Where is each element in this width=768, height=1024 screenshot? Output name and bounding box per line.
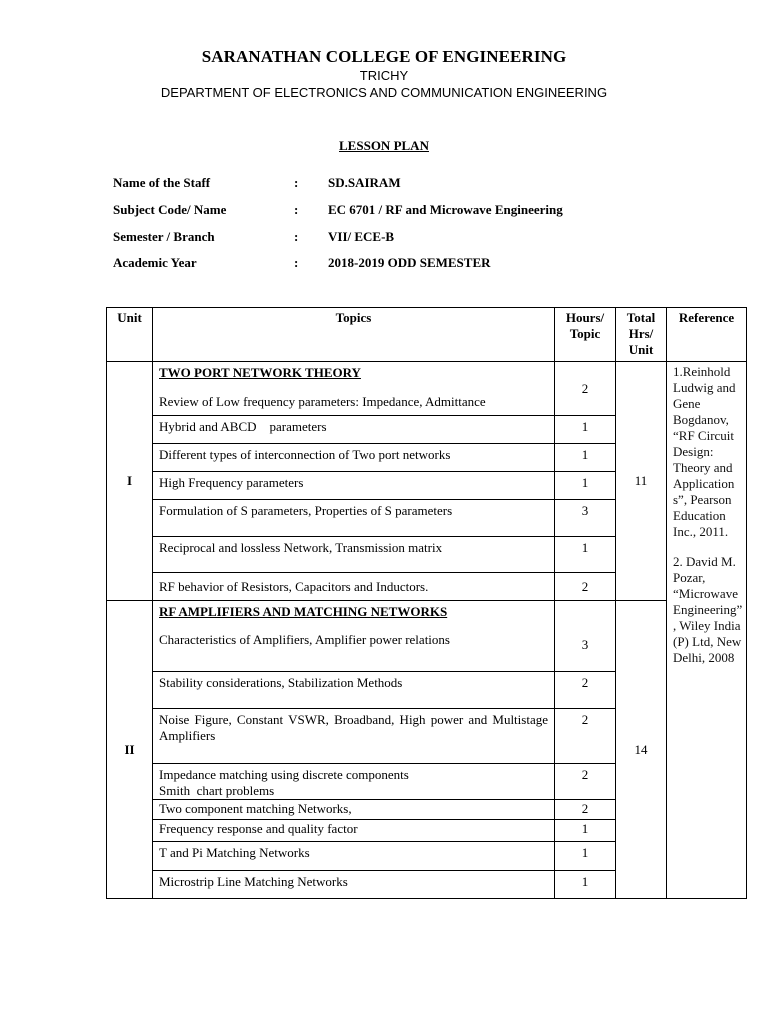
topic-cell xyxy=(153,764,555,800)
reference-cell xyxy=(667,362,747,899)
lesson-plan-table xyxy=(106,307,747,899)
reference-item: 2. David M. Pozar, “Microwave Engineering” , Wiley India (P) Ltd, New Delhi, 2008 xyxy=(673,554,743,665)
topic-text: Noise Figure, Constant VSWR, Broadband, High power and Multistage Amplifiers xyxy=(153,709,555,764)
topic-text: Microstrip Line Matching Networks xyxy=(153,871,555,899)
topic-text: Hybrid and ABCD parameters xyxy=(153,416,555,444)
info-separator: : xyxy=(294,175,299,190)
info-label: Semester / Branch xyxy=(113,229,215,244)
hours-cell: 2 xyxy=(555,362,616,416)
info-label: Name of the Staff xyxy=(113,175,211,190)
info-value: EC 6701 / RF and Microwave Engineering xyxy=(328,202,563,217)
hours-cell: 1 xyxy=(555,537,616,573)
hours-cell: 2 xyxy=(555,573,616,601)
info-label: Academic Year xyxy=(113,255,197,270)
hours-cell: 3 xyxy=(555,500,616,537)
topic-text: Smith chart problems xyxy=(159,783,275,798)
topic-cell xyxy=(153,601,555,672)
reference-item: 1.Reinhold Ludwig and Gene Bogdanov, “RF Circuit Design: Theory and Application s”, Pearson Education Inc., 2011. xyxy=(673,364,736,539)
info-separator: : xyxy=(294,229,299,244)
table-header-row xyxy=(107,308,747,362)
hours-cell: 1 xyxy=(555,472,616,500)
info-value: VII/ ECE-B xyxy=(328,229,395,244)
topic-text: Stability considerations, Stabilization Methods xyxy=(153,672,555,709)
hours-cell: 1 xyxy=(555,444,616,472)
hours-cell: 2 xyxy=(555,800,616,820)
topic-text: Frequency response and quality factor xyxy=(153,820,555,842)
unit-number: II xyxy=(107,601,153,899)
unit-title: TWO PORT NETWORK THEORY xyxy=(159,365,361,380)
topic-text: High Frequency parameters xyxy=(153,472,555,500)
total-hours: 11 xyxy=(616,362,667,601)
hours-cell: 1 xyxy=(555,820,616,842)
topic-cell xyxy=(153,362,555,416)
header-total: Total Hrs/ Unit xyxy=(616,308,667,362)
info-separator: : xyxy=(294,202,299,217)
topic-text: T and Pi Matching Networks xyxy=(153,842,555,871)
unit-number: I xyxy=(107,362,153,601)
table-row xyxy=(107,362,747,416)
college-city: TRICHY xyxy=(359,68,409,83)
document-title xyxy=(0,138,768,154)
header-hours: Hours/ Topic xyxy=(555,308,616,362)
hours-cell: 1 xyxy=(555,842,616,871)
topic-text: Different types of interconnection of Two port networks xyxy=(153,444,555,472)
table-row xyxy=(107,601,747,672)
hours-cell: 3 xyxy=(555,601,616,672)
topic-text: Characteristics of Amplifiers, Amplifier power relations xyxy=(159,632,450,647)
college-name: SARANATHAN COLLEGE OF ENGINEERING xyxy=(201,47,567,66)
hours-cell: 2 xyxy=(555,709,616,764)
info-value: 2018-2019 ODD SEMESTER xyxy=(328,255,491,270)
header-topics: Topics xyxy=(153,308,555,362)
info-value: SD.SAIRAM xyxy=(328,175,401,190)
topic-text: Formulation of S parameters, Properties of S parameters xyxy=(153,500,555,537)
header-unit: Unit xyxy=(107,308,153,362)
hours-cell: 1 xyxy=(555,416,616,444)
hours-cell: 2 xyxy=(555,764,616,800)
info-label: Subject Code/ Name xyxy=(113,202,227,217)
hours-cell: 2 xyxy=(555,672,616,709)
hours-cell: 1 xyxy=(555,871,616,899)
topic-text: RF behavior of Resistors, Capacitors and Inductors. xyxy=(153,573,555,601)
topic-text: Reciprocal and lossless Network, Transmission matrix xyxy=(153,537,555,573)
document-title-text: LESSON PLAN xyxy=(339,138,429,153)
total-hours: 14 xyxy=(616,601,667,899)
header-reference: Reference xyxy=(667,308,747,362)
topic-text: Two component matching Networks, xyxy=(153,800,555,820)
topic-text: Review of Low frequency parameters: Impedance, Admittance xyxy=(159,394,486,409)
department-name: DEPARTMENT OF ELECTRONICS AND COMMUNICATION ENGINEERING xyxy=(160,85,608,100)
info-separator: : xyxy=(294,255,299,270)
unit-title: RF AMPLIFIERS AND MATCHING NETWORKS xyxy=(159,604,448,619)
topic-text: Impedance matching using discrete components xyxy=(159,767,409,782)
